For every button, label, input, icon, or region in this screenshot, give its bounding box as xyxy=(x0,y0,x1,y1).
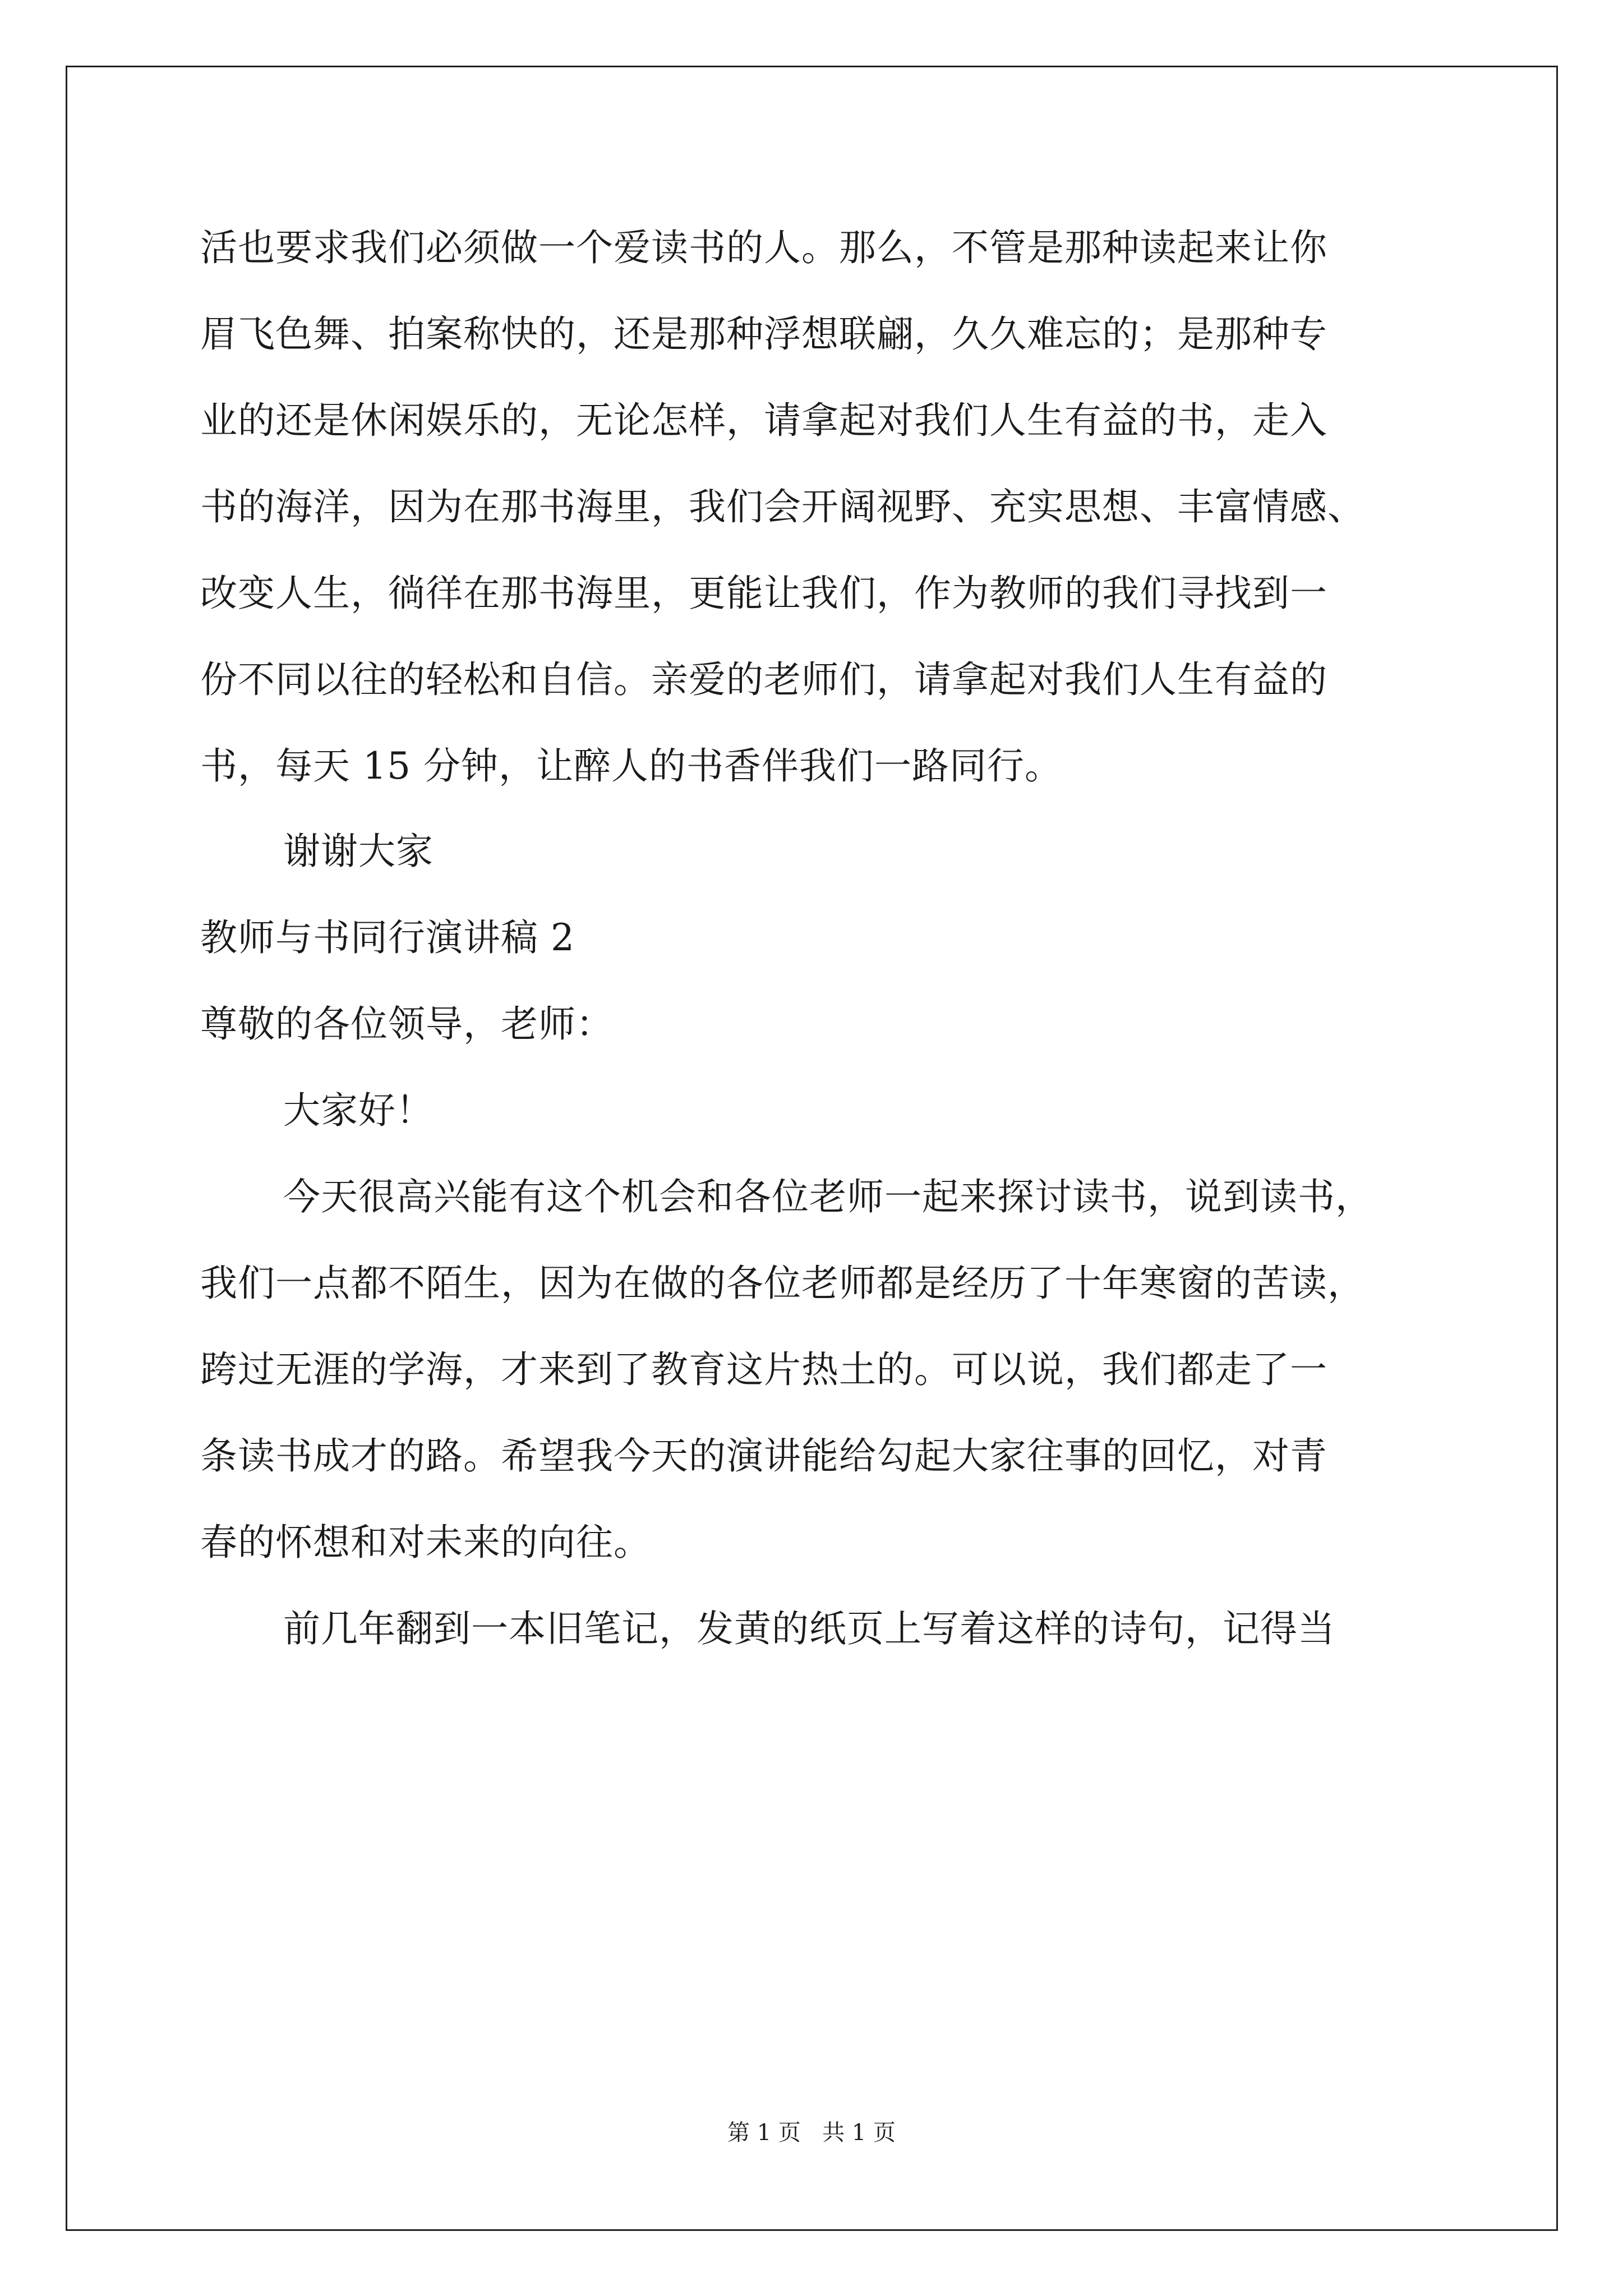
body-line-3: 业的还是休闲娱乐的，无论怎样，请拿起对我们人生有益的书，走入 xyxy=(200,399,1327,442)
page-footer: 第 1 页 共 1 页 xyxy=(727,2120,896,2146)
greeting: 大家好！ xyxy=(283,1089,434,1132)
body-line-7: 书，每天 15 分钟，让醉人的书香伴我们一路同行。 xyxy=(200,744,1062,788)
section-title: 教师与书同行演讲稿 2 xyxy=(200,916,575,959)
body-line-5: 改变人生，徜徉在那书海里，更能让我们，作为教师的我们寻找到一 xyxy=(200,572,1327,615)
body-line-17: 前几年翻到一本旧笔记，发黄的纸页上写着这样的诗句，记得当 xyxy=(283,1607,1335,1650)
salutation: 尊敬的各位领导，老师： xyxy=(200,1002,614,1046)
body-line-6: 份不同以往的轻松和自信。亲爱的老师们，请拿起对我们人生有益的 xyxy=(200,658,1327,701)
page-border xyxy=(66,66,1558,2231)
body-line-1: 活也要求我们必须做一个爱读书的人。那么，不管是那种读起来让你 xyxy=(200,226,1327,269)
closing-thanks: 谢谢大家 xyxy=(283,830,434,873)
body-line-14: 跨过无涯的学海，才来到了教育这片热土的。可以说，我们都走了一 xyxy=(200,1348,1327,1391)
body-line-4: 书的海洋，因为在那书海里，我们会开阔视野、充实思想、丰富情感、 xyxy=(200,485,1365,528)
body-line-12: 今天很高兴能有这个机会和各位老师一起来探讨读书，说到读书， xyxy=(283,1175,1373,1218)
body-line-2: 眉飞色舞、拍案称快的，还是那种浮想联翩，久久难忘的；是那种专 xyxy=(200,312,1327,356)
body-line-16: 春的怀想和对未来的向往。 xyxy=(200,1521,651,1564)
body-line-13: 我们一点都不陌生，因为在做的各位老师都是经历了十年寒窗的苦读， xyxy=(200,1262,1365,1305)
body-line-15: 条读书成才的路。希望我今天的演讲能给勾起大家往事的回忆，对青 xyxy=(200,1434,1327,1478)
